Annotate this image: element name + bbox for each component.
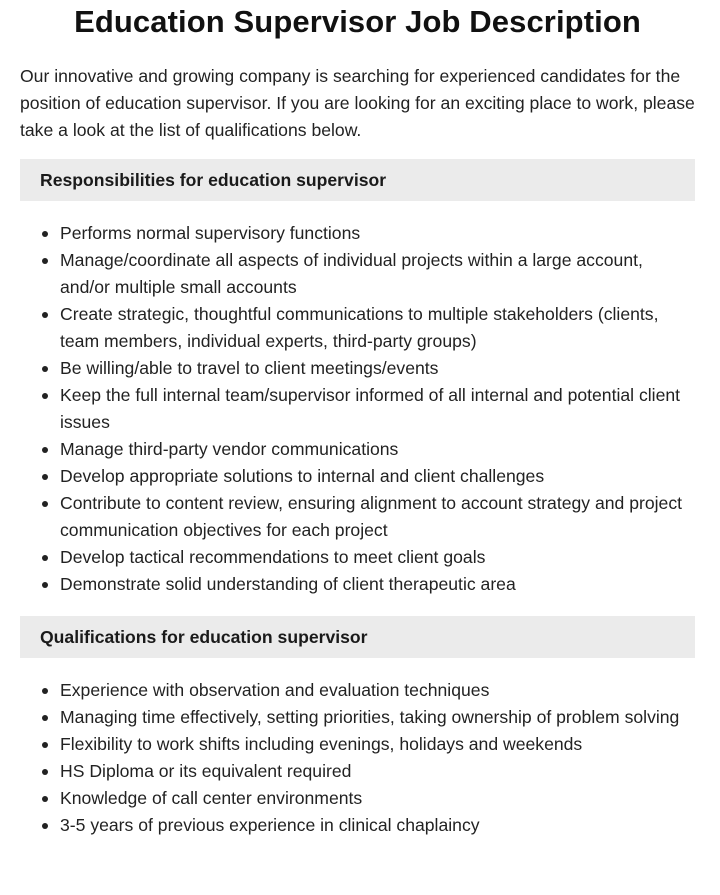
bullet-icon	[42, 769, 48, 775]
list-item	[60, 785, 695, 812]
list-item-text: Be willing/able to travel to client meetings/events	[60, 358, 439, 378]
bullet-icon	[42, 555, 48, 561]
list-item-text: Create strategic, thoughtful communications to multiple stakeholders (clients, team members, individual experts, third-party groups)	[60, 304, 659, 351]
list-item	[60, 490, 695, 544]
bullet-icon	[42, 258, 48, 264]
bullet-icon	[42, 582, 48, 588]
qualifications-list	[20, 677, 695, 839]
list-item-text: Flexibility to work shifts including evenings, holidays and weekends	[60, 734, 583, 754]
bullet-icon	[42, 366, 48, 372]
list-item-text: Demonstrate solid understanding of client therapeutic area	[60, 574, 516, 594]
list-item	[60, 812, 695, 839]
list-item	[60, 704, 695, 731]
list-item	[60, 677, 695, 704]
list-item-text: Develop appropriate solutions to internal and client challenges	[60, 466, 545, 486]
qualifications-heading: Qualifications for education supervisor	[20, 616, 695, 658]
list-item-text: Experience with observation and evaluation techniques	[60, 680, 490, 700]
list-item-text: 3-5 years of previous experience in clinical chaplaincy	[60, 815, 480, 835]
list-item	[60, 247, 695, 301]
bullet-icon	[42, 715, 48, 721]
list-item	[60, 382, 695, 436]
bullet-icon	[42, 474, 48, 480]
bullet-icon	[42, 312, 48, 318]
list-item	[60, 571, 695, 598]
responsibilities-list	[20, 220, 695, 598]
list-item-text: Contribute to content review, ensuring alignment to account strategy and project communication objectives for each project	[60, 493, 683, 540]
list-item	[60, 758, 695, 785]
bullet-icon	[42, 447, 48, 453]
list-item	[60, 355, 695, 382]
list-item-text: HS Diploma or its equivalent required	[60, 761, 352, 781]
list-item-text: Performs normal supervisory functions	[60, 223, 361, 243]
list-item-text: Develop tactical recommendations to meet client goals	[60, 547, 486, 567]
bullet-icon	[42, 501, 48, 507]
responsibilities-heading: Responsibilities for education supervisor	[20, 159, 695, 201]
bullet-icon	[42, 796, 48, 802]
bullet-icon	[42, 231, 48, 237]
list-item-text: Manage/coordinate all aspects of individual projects within a large account, and/or multiple small accounts	[60, 250, 643, 297]
intro-paragraph: Our innovative and growing company is searching for experienced candidates for the position of education supervisor. If you are looking for an exciting place to work, please take a look at the list of qualifications below.	[20, 66, 695, 140]
bullet-icon	[42, 688, 48, 694]
list-item	[60, 463, 695, 490]
list-item-text: Managing time effectively, setting priorities, taking ownership of problem solving	[60, 707, 680, 727]
list-item-text: Knowledge of call center environments	[60, 788, 363, 808]
list-item	[60, 436, 695, 463]
list-item	[60, 301, 695, 355]
bullet-icon	[42, 393, 48, 399]
page-title: Education Supervisor Job Description	[74, 4, 641, 39]
list-item-text: Keep the full internal team/supervisor informed of all internal and potential client issues	[60, 385, 681, 432]
bullet-icon	[42, 742, 48, 748]
bullet-icon	[42, 823, 48, 829]
list-item	[60, 220, 695, 247]
list-item-text: Manage third-party vendor communications	[60, 439, 399, 459]
list-item	[60, 544, 695, 571]
list-item	[60, 731, 695, 758]
